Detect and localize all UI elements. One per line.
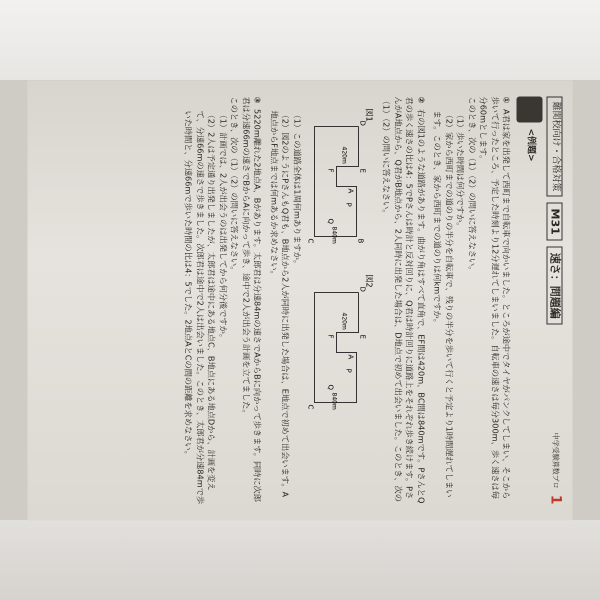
walker-q-label: Q	[326, 218, 335, 225]
background-top	[0, 0, 600, 80]
page-header	[547, 97, 563, 505]
example-header	[517, 97, 543, 505]
question-text: A君は家を出発して西町まで自転車で向かいました。ところが途中でタイヤがパンクしてしまい、そこから歩いて行ったところ、予定した時刻より12分遅れてしまいました。自転車の速さは毎分300m、歩く速さは毎分60mとします。	[479, 96, 512, 500]
page-title: 速さ：問題編	[547, 247, 563, 325]
road-outline	[315, 127, 359, 237]
question-text: 5220m離れた2地点A、Bがあります。太郎君は分速84mの速さでAからBに向かって歩きます。同時に次郎君は分速66mの速さでBからAに向かって歩き、途中で2人が出会う計画を立てました。	[241, 96, 263, 502]
school-label: 難関校向け・合格対策	[547, 97, 563, 197]
figure-2	[307, 273, 377, 423]
sub-question: （2）図2のようにPさんもQ君も、B地点から2人が同時に出発した場合は、E地点で初めて出会います。A地点からF地点までは何mあるか求めなさい。	[269, 110, 291, 498]
walker-p-label: P	[344, 202, 353, 207]
distance-bc-label: 840m	[330, 226, 338, 244]
sub-question: （2）家から西町までの道のりの半分を自転車で、残りの半分を歩いて行くと予定より1時間遅れてしまいます。このとき、家から西町までの道のりは何kmですか。	[433, 110, 455, 498]
figure-1	[307, 107, 377, 257]
point-a-label: A	[346, 188, 355, 194]
point-d-label: D	[358, 120, 367, 126]
unit-label: M31	[547, 203, 563, 241]
sub-question: （1）歩いた時間は何分ですか。	[456, 110, 466, 231]
point-a-label: A	[346, 354, 355, 360]
point-d-label: D	[358, 286, 367, 292]
point-c-label: C	[306, 238, 315, 244]
question-number: ①	[502, 96, 512, 104]
question-lead: このとき、次の（1）（2）の問いに答えなさい。	[230, 96, 240, 275]
question-lead: このとき、次の（1）（2）の問いに答えなさい。	[467, 96, 478, 275]
distance-bc-label: 840m	[330, 392, 338, 410]
sub-question: （2）2人は予定通り出発しましたが、太郎君は途中にある地点C、B地点にある地点Dから、計画を変えて、分速66mの速さで歩きました。次郎君は途中で2人は出会いました。このとき、太郎君が分速84mで歩いた時間と、分速66mで歩いた時間の比は4：5でした。2地点AとCの間の距離を求めなさい。	[184, 110, 217, 505]
walker-q-label: Q	[326, 384, 335, 391]
point-f-label: F	[326, 168, 335, 173]
background-bottom	[0, 520, 600, 600]
point-f-label: F	[326, 334, 335, 339]
question-2	[268, 97, 427, 505]
question-number: ③	[253, 96, 263, 104]
distance-ef-label: 420m	[340, 146, 348, 164]
figure-label: 図2	[364, 274, 374, 288]
document-area	[0, 80, 600, 520]
point-c-label: C	[306, 404, 315, 410]
distance-ef-label: 420m	[340, 312, 348, 330]
figures	[307, 107, 377, 505]
road-outline	[315, 293, 359, 403]
figure-label: 図1	[364, 108, 374, 122]
logo-icon	[517, 97, 543, 123]
walker-p-label: P	[344, 368, 353, 373]
point-e-label: E	[358, 334, 367, 339]
publisher-label: 中学受験算数プロ	[551, 432, 560, 489]
question-3	[183, 97, 264, 505]
point-e-label: E	[358, 168, 367, 173]
example-label: <例題>	[525, 128, 536, 162]
page-number: 1	[547, 494, 564, 505]
worksheet-page	[28, 81, 573, 521]
point-b-label: B	[356, 238, 365, 244]
sub-question: （1）この道路全体は1周何mありますか。	[292, 110, 303, 269]
question-number: ②	[416, 96, 427, 104]
sub-question: （1）計画では、2人が出会うのは出発してから何分後ですか。	[218, 110, 229, 342]
question-1	[432, 97, 513, 505]
question-text: 右の図1のような道路があります。曲がり角はすべて直角で、EF間は420m、BC間は840mです。PさんとQ君の歩く速さの比は4：5でPさんは時計と反対回りに、Q君は時計回りに道路上をそれぞれ歩き続けます。PさんがA地点から、Q君がB地点から、2人同時に出発した場合は、D地点で初めて出会いました。このとき、次の（1）（2）の問いに答えなさい。	[382, 96, 427, 504]
